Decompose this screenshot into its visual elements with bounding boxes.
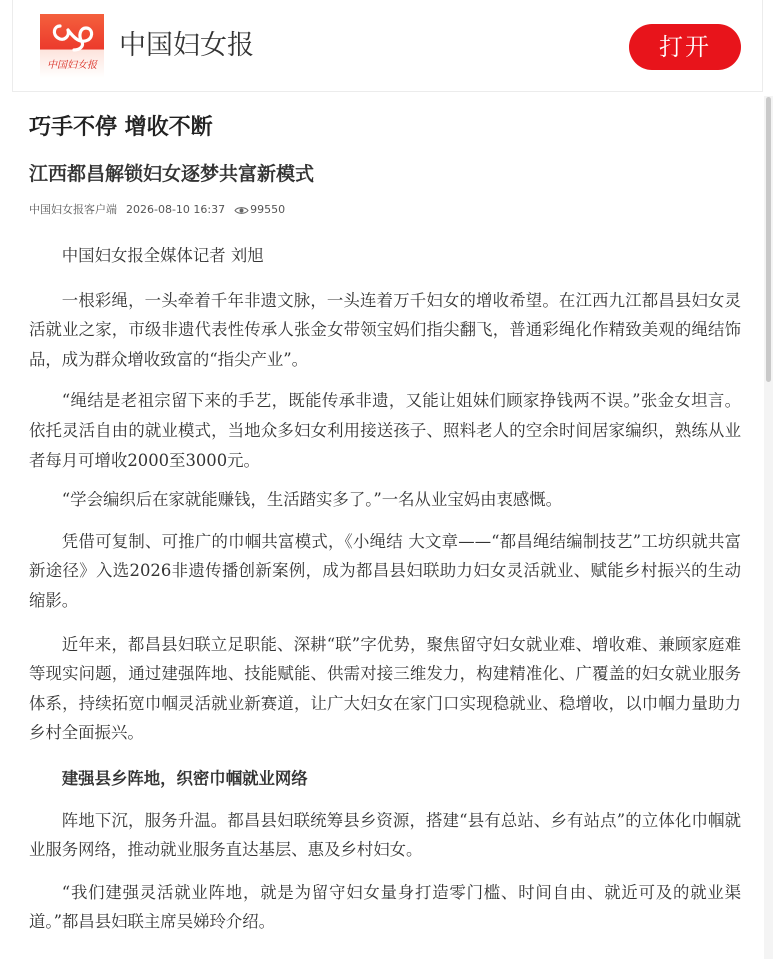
section-heading: 建强县乡阵地，织密巾帼就业网络 — [61, 768, 308, 788]
logo-text: 中国妇女报 — [47, 60, 97, 71]
view-count: 99550 — [250, 203, 286, 216]
logo-mark-icon — [40, 18, 104, 54]
article-datetime: 2026-08-10 16:37 — [126, 203, 226, 216]
open-app-button[interactable]: 打开 — [629, 24, 741, 70]
article — [29, 96, 741, 937]
app-name: 中国妇女报 — [119, 30, 254, 61]
article-byline: 中国妇女报全媒体记者 刘旭 — [61, 246, 264, 265]
article-source: 中国妇女报客户端 — [29, 203, 117, 216]
scrollbar-thumb[interactable] — [766, 97, 771, 382]
article-paragraph: 一根彩绳，一头牵着千年非遗文脉，一头连着万千妇女的增收希望。在江西九江都昌县妇女灵活就业之家，市级非遗代表性传承人张金女带领宝妈们指尖翻飞，普通彩绳化作精致美观的绳结饰品，成为群众增收致富的“指尖产业”。 — [29, 290, 741, 369]
article-title: 巧手不停 增收不断 — [29, 114, 213, 140]
article-paragraph: “绳结是老祖宗留下来的手艺，既能传承非遗，又能让姐妹们顾家挣钱两不误。”张金女坦言。依托灵活自由的就业模式，当地众多妇女利用接送孩子、照料老人的空余时间居家编织，熟练从业者每月可增收2000至3000元。 — [29, 391, 741, 470]
article-paragraph: “我们建强灵活就业阵地，就是为留守妇女量身打造零门槛、时间自由、就近可及的就业渠道。”都昌县妇联主席吴娣玲介绍。 — [29, 882, 741, 932]
article-subtitle: 江西都昌解锁妇女逐梦共富新模式 — [29, 163, 315, 185]
article-paragraph: 凭借可复制、可推广的巾帼共富模式，《小绳结 大文章——“都昌绳结编制技艺”工坊织就共富新途径》入选2026非遗传播创新案例，成为都昌县妇联助力妇女灵活就业、赋能乡村振兴的生动缩影。 — [29, 531, 741, 610]
app-banner — [12, 0, 763, 92]
app-logo[interactable] — [40, 14, 104, 78]
eye-icon — [234, 206, 249, 215]
article-meta — [29, 200, 741, 220]
article-paragraph: 近年来，都昌县妇联立足职能、深耕“联”字优势，聚焦留守妇女就业难、增收难、兼顾家庭难等现实问题，通过建强阵地、技能赋能、供需对接三维发力，构建精准化、广覆盖的妇女就业服务体系，持续拓宽巾帼灵活就业新赛道，让广大妇女在家门口实现稳就业、稳增收，以巾帼力量助力乡村全面振兴。 — [29, 634, 741, 743]
article-paragraph: “学会编织后在家就能赚钱，生活踏实多了。”一名从业宝妈由衷感慨。 — [61, 490, 563, 510]
article-paragraph: 阵地下沉，服务升温。都昌县妇联统筹县乡资源，搭建“县有总站、乡有站点”的立体化巾帼就业服务网络，推动就业服务直达基层、惠及乡村妇女。 — [29, 810, 741, 860]
